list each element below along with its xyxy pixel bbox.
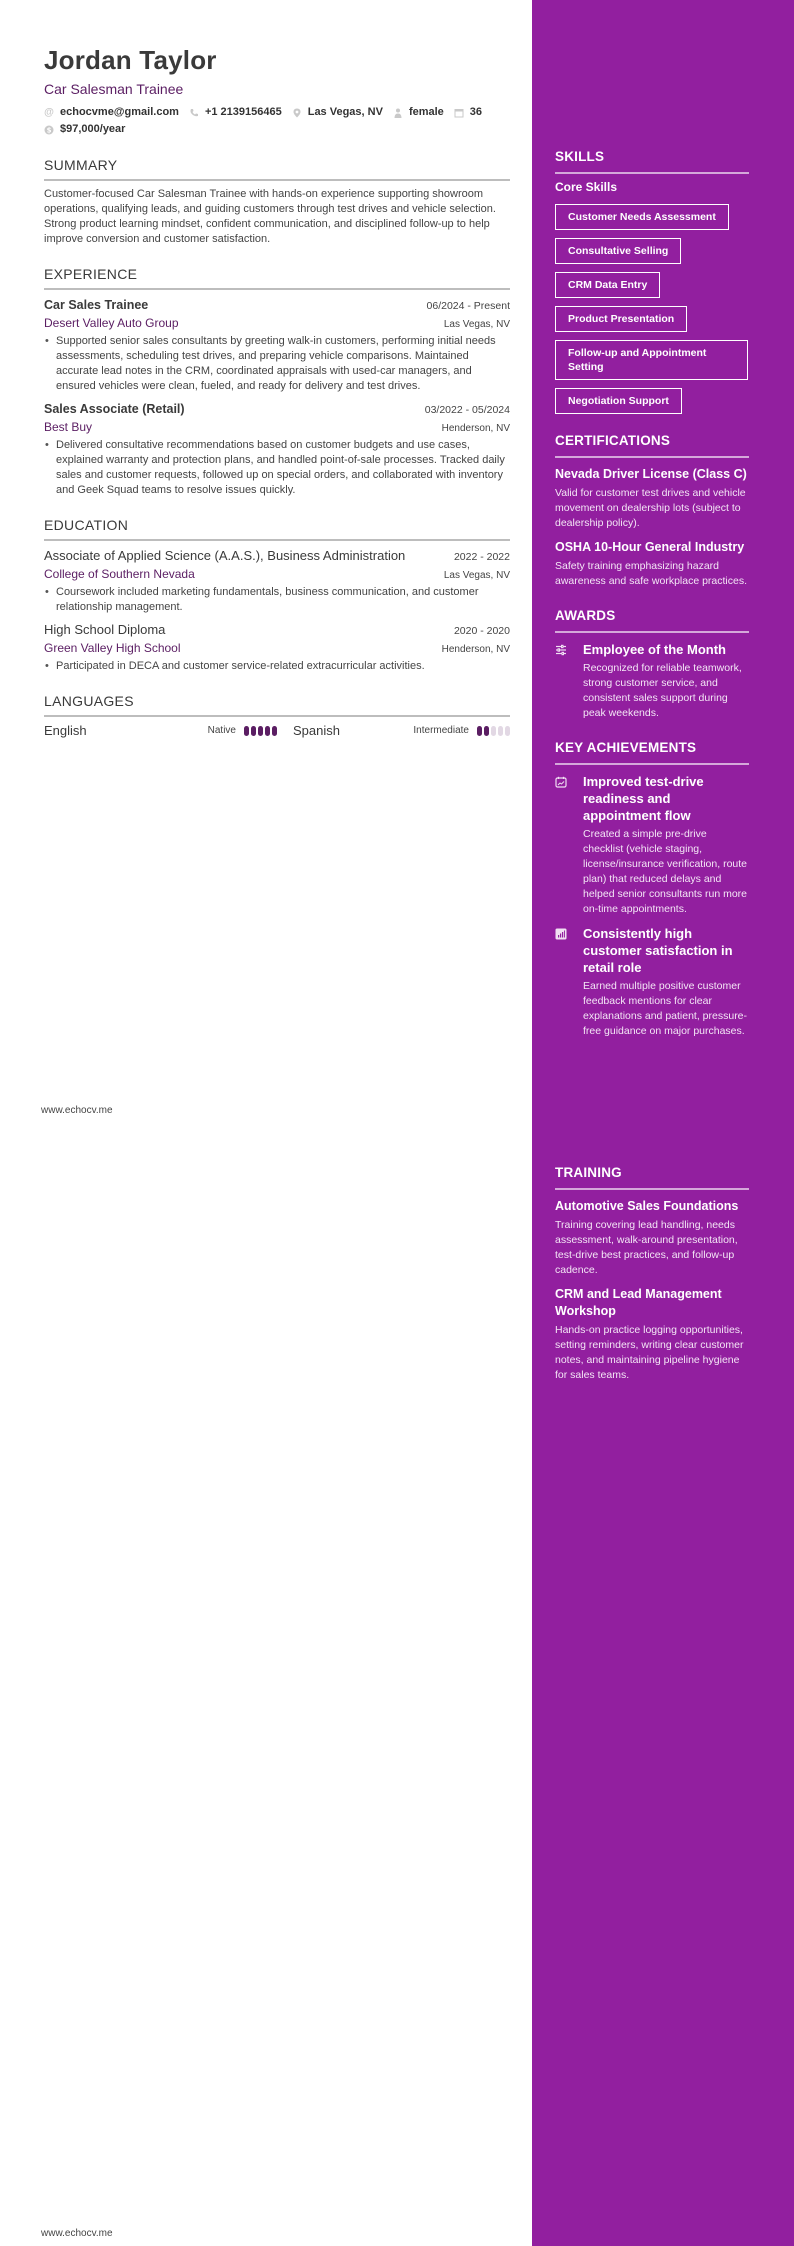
section-heading: SUMMARY [44,156,510,181]
training-desc: Hands-on practice logging opportunities, setting reminders, writing clear customer notes, and maintaining pipeline hygiene for sales teams. [555,1324,744,1381]
at-icon: @ [44,106,54,118]
job-bullet: • Supported senior sales consultants by greeting walk-in customers, performing initial needs assessments, scheduling test drives, and preparing vehicle comparisons. Maintained accurate lead notes in the CRM, coordinated appraisals with used-car managers, and ensured vehicles were clean, fueled, and ready for delivery and test drives. [56,334,510,394]
education-entry [44,621,510,674]
achievement-title: Improved test-drive readiness and appointment flow [583,774,704,823]
company-name: Desert Valley Auto Group [44,316,179,330]
calendar-icon [454,108,464,118]
training-title: CRM and Lead Management Workshop [555,1287,722,1318]
calendar-chart-icon [555,773,583,917]
awards-section [555,607,749,721]
sidebar-column [555,148,749,1039]
languages-section [44,692,510,738]
skill-chip: Product Presentation [555,306,687,332]
section-heading: LANGUAGES [44,692,510,717]
education-dates: 2022 - 2022 [453,551,510,563]
certification-title: OSHA 10-Hour General Industry [555,540,745,554]
job-location: Las Vegas, NV [443,319,510,330]
school-name: College of Southern Nevada [44,567,195,581]
summary-text: Customer-focused Car Salesman Trainee with hands-on experience supporting showroom operations, qualifying leads, and guiding customers through test drives and vehicle selection. Strong product learning mindset, confident communication, and disciplined follow-up to help improve conversion and customer satisfaction. [44,188,496,245]
main-column [44,44,510,738]
company-name: Best Buy [44,420,93,434]
job-role: Sales Associate (Retail) [44,402,185,416]
contact-location: Las Vegas, NV [292,104,383,121]
language-level: Intermediate [413,725,469,736]
award-item [555,641,749,721]
section-heading: CERTIFICATIONS [555,432,749,458]
contact-salary: $ $97,000/year [44,121,125,138]
achievement-item [555,925,749,1039]
education-bullet: • Participated in DECA and customer service-related extracurricular activities. [56,659,510,674]
job-bullet: • Delivered consultative recommendations based on customer budgets and use cases, explained warranty and protection plans, and handled point-of-sale processes. Tracked daily sales and customer requests, followed up on special orders, and collaborated with inventory and Geek Squad teams to resolve issues quickly. [56,438,510,498]
achievement-title: Consistently high customer satisfaction in retail role [583,926,733,975]
degree: Associate of Applied Science (A.A.S.), Business Administration [44,548,406,563]
education-bullet: • Coursework included marketing fundamentals, business communication, and customer relationship management. [56,585,510,615]
bar-chart-icon [555,925,583,1039]
training-section [555,1164,749,1383]
language-name: Spanish [293,723,340,738]
skills-group-title: Core Skills [555,180,618,194]
experience-entry [44,296,510,394]
experience-section [44,265,510,498]
skill-chip: CRM Data Entry [555,272,660,298]
person-icon [393,108,403,118]
section-heading: KEY ACHIEVEMENTS [555,739,749,765]
school-location: Henderson, NV [441,644,510,655]
achievement-desc: Earned multiple positive customer feedback mentions for clear explanations and patient, pressure-free guidance on major purchases. [583,980,748,1037]
skills-section [555,148,749,414]
certification-desc: Safety training emphasizing hazard awareness and safe workplace practices. [555,560,748,587]
section-heading: EXPERIENCE [44,265,510,290]
language-name: English [44,723,87,738]
proficiency-dots [242,726,277,736]
certifications-section [555,432,749,589]
footer-link[interactable]: www.echocv.me [41,2228,113,2239]
candidate-name: Jordan Taylor [44,45,217,75]
language-spanish [293,723,510,738]
location-pin-icon [292,108,302,118]
sidebar-column-page-2 [555,1164,749,1383]
salary-icon [44,125,54,135]
section-heading: SKILLS [555,148,749,174]
language-english [44,723,277,738]
contact-age: 36 [454,104,482,121]
job-dates: 06/2024 - Present [426,300,510,312]
sliders-icon [555,641,583,721]
skill-chip: Negotiation Support [555,388,682,414]
summary-section [44,156,510,247]
section-heading: TRAINING [555,1164,749,1190]
job-location: Henderson, NV [441,423,510,434]
school-location: Las Vegas, NV [443,570,510,581]
candidate-title: Car Salesman Trainee [44,81,184,97]
education-section [44,516,510,674]
experience-entry [44,400,510,498]
job-dates: 03/2022 - 05/2024 [424,404,510,416]
award-desc: Recognized for reliable teamwork, strong customer service, and consistent sales support during peak weekends. [583,662,742,719]
skill-chip: Follow-up and Appointment Setting [555,340,748,380]
proficiency-dots [475,726,510,736]
contact-gender: female [393,104,444,121]
skill-chip: Consultative Selling [555,238,681,264]
section-heading: EDUCATION [44,516,510,541]
contact-phone[interactable]: +1 2139156465 [189,104,282,121]
footer-link[interactable]: www.echocv.me [41,1105,113,1116]
training-title: Automotive Sales Foundations [555,1199,739,1213]
achievement-desc: Created a simple pre-drive checklist (vehicle staging, license/insurance verification, route plan) that reduced delays and helped senior consultants run more on-time appointments. [583,828,748,915]
education-dates: 2020 - 2020 [453,625,510,637]
contact-email[interactable]: @ echocvme@gmail.com [44,106,179,118]
school-name: Green Valley High School [44,641,181,655]
certification-desc: Valid for customer test drives and vehicle movement on dealership lots (subject to dealership policy). [555,487,746,529]
degree: High School Diploma [44,622,166,637]
education-entry [44,547,510,615]
job-role: Car Sales Trainee [44,298,149,312]
award-title: Employee of the Month [583,642,726,657]
training-desc: Training covering lead handling, needs assessment, walk-around presentation, test-drive best practices, and follow-up cadence. [555,1219,738,1276]
skill-chip: Customer Needs Assessment [555,204,729,230]
svg-text:$: $ [46,126,52,134]
certification-title: Nevada Driver License (Class C) [555,467,747,481]
contact-info [44,104,510,138]
language-level: Native [207,725,236,736]
phone-icon [189,108,199,118]
achievement-item [555,773,749,917]
achievements-section [555,739,749,1039]
section-heading: AWARDS [555,607,749,633]
